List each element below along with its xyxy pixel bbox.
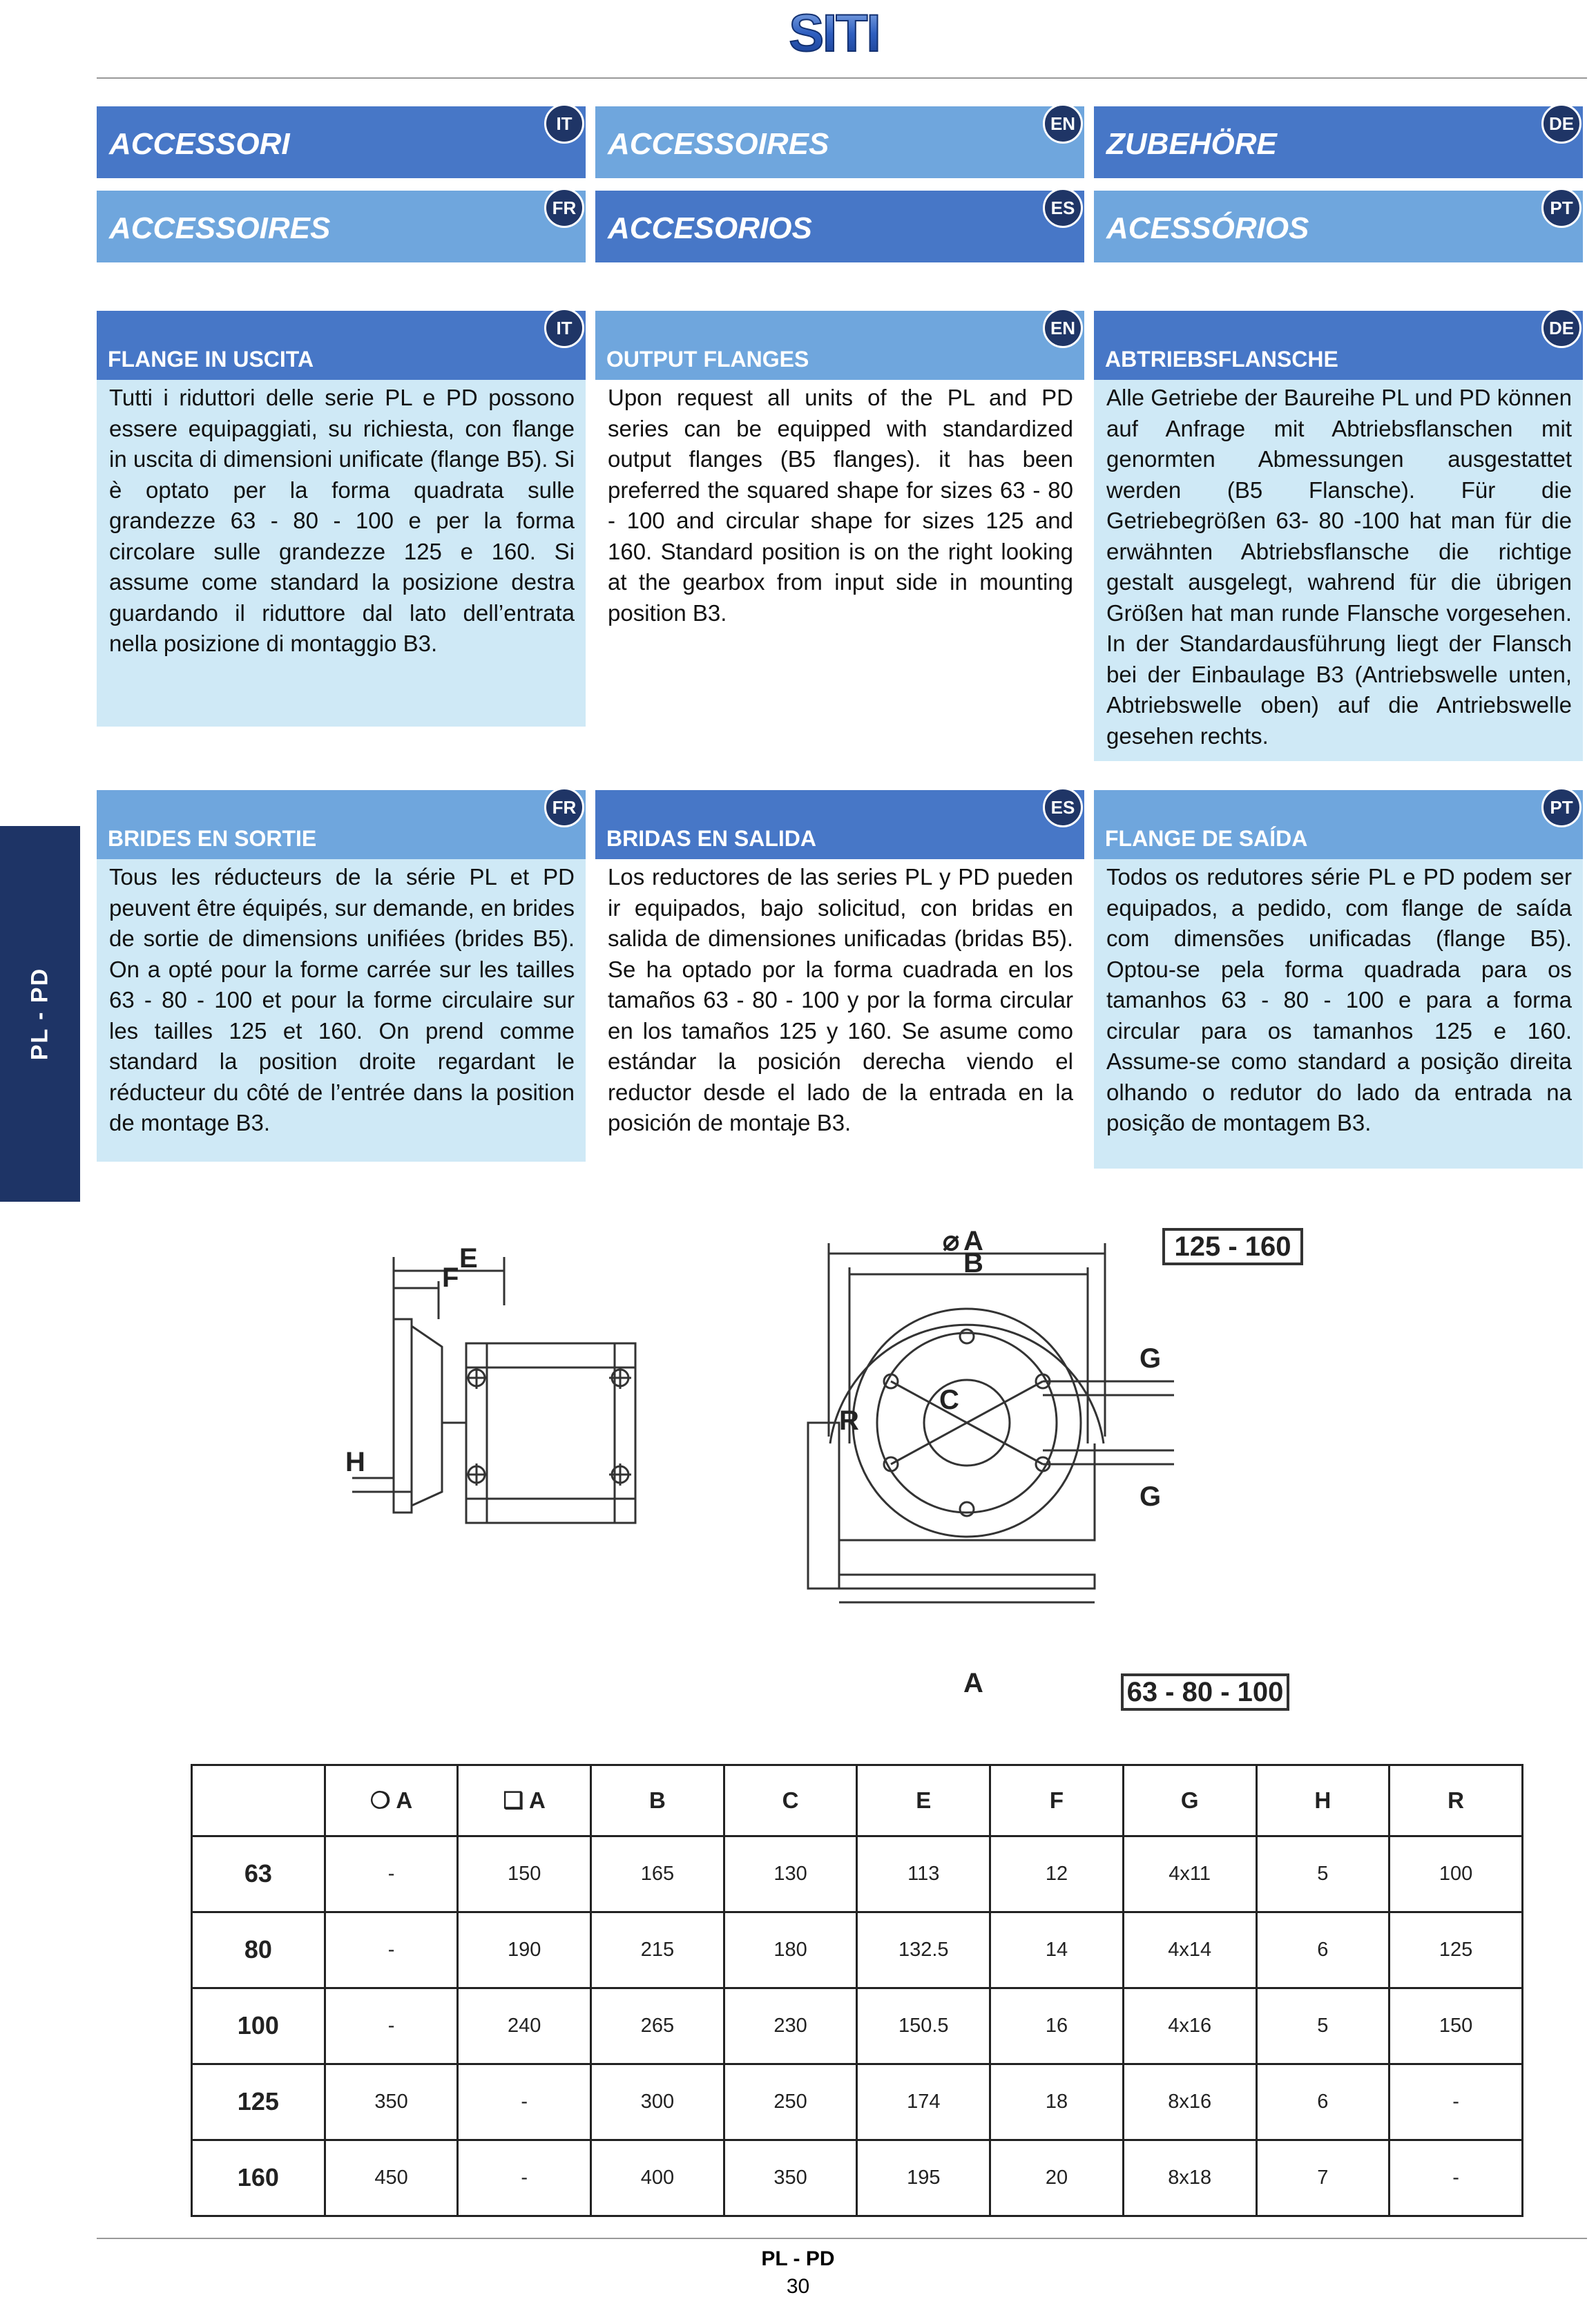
- section-heading: [595, 311, 1084, 380]
- table-cell: 174: [857, 2064, 990, 2140]
- siti-logo: [772, 6, 896, 61]
- lang-badge-en: EN: [1043, 308, 1083, 348]
- section-en: [595, 311, 1084, 727]
- side-view: [352, 1257, 635, 1523]
- table-cell: 7: [1256, 2140, 1390, 2216]
- section-heading-text: ABTRIEBSFLANSCHE: [1105, 347, 1338, 372]
- table-cell: -: [325, 1988, 458, 2064]
- label-h: H: [345, 1447, 365, 1477]
- label-diam: ⌀: [943, 1226, 960, 1256]
- lang-badge-de: DE: [1541, 308, 1581, 348]
- header-cell: R: [1390, 1765, 1523, 1836]
- label-a-bottom: A: [963, 1668, 983, 1698]
- section-heading-text: BRIDAS EN SALIDA: [606, 826, 817, 851]
- table-cell: 230: [724, 1988, 857, 2064]
- table-cell: 450: [325, 2140, 458, 2216]
- title-text: ACCESSORI: [109, 127, 290, 161]
- table-cell: 12: [990, 1836, 1124, 1912]
- section-body: Tutti i riduttori delle serie PL e PD possono essere equipaggiati, su richiesta, con flange in uscita di dimensioni unificate (flange B5). Si è optato per la forma quadrata sulle grandezze 63 - 80 - 100 e per la forma circolare sulle grandezze 125 e 160. Si assume come standard la posizione destra guardando il riduttore dal lato dell’entrata nella posizione di montaggio B3.: [97, 380, 586, 727]
- table-cell: 180: [724, 1912, 857, 1988]
- row-size: 100: [192, 1988, 325, 2064]
- section-it: [97, 311, 586, 727]
- dimension-table: [191, 1764, 1523, 2217]
- table-cell: 190: [458, 1912, 591, 1988]
- table-cell: 14: [990, 1912, 1124, 1988]
- table-cell: 6: [1256, 1912, 1390, 1988]
- table-row: [192, 2064, 1523, 2140]
- row-size: 63: [192, 1836, 325, 1912]
- title-box-de: [1094, 106, 1583, 178]
- table-row: [192, 1836, 1523, 1912]
- table-cell: 4x11: [1123, 1836, 1256, 1912]
- table-row: [192, 1912, 1523, 1988]
- title-text: ZUBEHÖRE: [1106, 127, 1277, 161]
- title-box-pt: [1094, 191, 1583, 262]
- label-e: E: [459, 1243, 478, 1274]
- table-cell: 4x14: [1123, 1912, 1256, 1988]
- table-cell: -: [1390, 2140, 1523, 2216]
- table-cell: 300: [591, 2064, 724, 2140]
- table-cell: 20: [990, 2140, 1124, 2216]
- table-cell: -: [458, 2064, 591, 2140]
- table-cell: 8x16: [1123, 2064, 1256, 2140]
- title-box-it: [97, 106, 586, 178]
- table-cell: 113: [857, 1836, 990, 1912]
- table-cell: 150: [1390, 1988, 1523, 2064]
- flange-drawing: [325, 1216, 1333, 1727]
- header-cell: ❍ A: [325, 1765, 458, 1836]
- header-cell: F: [990, 1765, 1124, 1836]
- table-cell: 215: [591, 1912, 724, 1988]
- lang-badge-it: IT: [544, 104, 584, 144]
- section-heading: [595, 790, 1084, 859]
- table-cell: 265: [591, 1988, 724, 2064]
- title-box-fr: [97, 191, 586, 262]
- section-heading-text: FLANGE IN USCITA: [108, 347, 314, 372]
- row-size: 80: [192, 1912, 325, 1988]
- section-heading-text: BRIDES EN SORTIE: [108, 826, 317, 851]
- table-cell: 150.5: [857, 1988, 990, 2064]
- table-cell: 5: [1256, 1988, 1390, 2064]
- table-cell: 240: [458, 1988, 591, 2064]
- table-cell: 4x16: [1123, 1988, 1256, 2064]
- section-es: [595, 790, 1084, 1240]
- side-tab-label: PL - PD: [26, 967, 53, 1061]
- header-cell: B: [591, 1765, 724, 1836]
- lang-badge-fr: FR: [544, 188, 584, 228]
- section-body: Todos os redutores série PL e PD podem ser equipados, a pedido, com flange de saída com dimensões unificadas (flange B5). Optou-se pela forma quadrada para os tamanhos 63 - 80 - 100 e para a forma circular para os tamanhos 125 e 160. Assume-se como standard a posição direita olhando o redutor do lado da entrada na posição de montagem B3.: [1094, 859, 1583, 1169]
- title-text: ACESSÓRIOS: [1106, 211, 1309, 245]
- table-cell: 350: [724, 2140, 857, 2216]
- section-body: Tous les réducteurs de la série PL et PD peuvent être équipés, sur demande, en brides de sortie de dimensions unifiées (brides B5). On a opté pour la forme carrée sur les tailles 63 - 80 - 100 et pour la forme circulaire sur les tailles 125 et 160. On prend comme standard la position droite regardant le réducteur du côté de l’entrée dans la position de montage B3.: [97, 859, 586, 1162]
- lang-badge-es: ES: [1043, 188, 1083, 228]
- section-heading: [1094, 790, 1583, 859]
- size-label-square: 63 - 80 - 100: [1126, 1677, 1284, 1707]
- lang-badge-pt: PT: [1541, 787, 1581, 827]
- label-a-top: A: [963, 1226, 983, 1256]
- table-cell: -: [458, 2140, 591, 2216]
- section-heading: [1094, 311, 1583, 380]
- header-cell: E: [857, 1765, 990, 1836]
- label-c: C: [939, 1385, 959, 1415]
- table-cell: 100: [1390, 1836, 1523, 1912]
- top-divider: [97, 77, 1587, 79]
- table-cell: -: [325, 1912, 458, 1988]
- title-text: ACCESSOIRES: [608, 127, 829, 161]
- side-tab: [0, 826, 80, 1202]
- label-g-top: G: [1140, 1343, 1162, 1374]
- table-cell: 6: [1256, 2064, 1390, 2140]
- page-number: 30: [786, 2275, 810, 2298]
- title-box-es: [595, 191, 1084, 262]
- table-cell: 18: [990, 2064, 1124, 2140]
- table-cell: 130: [724, 1836, 857, 1912]
- table-row: [192, 1988, 1523, 2064]
- label-f: F: [442, 1263, 459, 1293]
- front-view: [808, 1243, 1174, 1602]
- header-cell: C: [724, 1765, 857, 1836]
- table-cell: 125: [1390, 1912, 1523, 1988]
- table-cell: 16: [990, 1988, 1124, 2064]
- header-cell: H: [1256, 1765, 1390, 1836]
- lang-badge-en: EN: [1043, 104, 1083, 144]
- label-g-bottom: G: [1140, 1481, 1162, 1512]
- label-r: R: [839, 1405, 859, 1436]
- table-header-row: [192, 1765, 1523, 1836]
- table-cell: 5: [1256, 1836, 1390, 1912]
- section-pt: [1094, 790, 1583, 1169]
- section-heading: [97, 790, 586, 859]
- section-body: Upon request all units of the PL and PD series can be equipped with standardized output flanges (B5 flanges). it has been preferred the squared shape for sizes 63 - 80 - 100 and circular shape for sizes 125 and 160. Standard position is on the right looking at the gearbox from input side in mounting position B3.: [595, 380, 1084, 727]
- section-body: Los reductores de las series PL y PD pueden ir equipados, bajo solicitud, con bridas en salida de dimensiones unificadas (bridas B5). Se ha optado por la forma cuadrada en los tamaños 63 - 80 - 100 y por la forma circular en los tamaños 125 y 160. Se asume como estándar la posición derecha viendo el reductor desde el lado de la entrada en la posición de montaje B3.: [595, 859, 1084, 1240]
- table-cell: -: [1390, 2064, 1523, 2140]
- table-cell: 400: [591, 2140, 724, 2216]
- section-heading-text: FLANGE DE SAÍDA: [1105, 826, 1308, 851]
- table-cell: 350: [325, 2064, 458, 2140]
- row-size: 125: [192, 2064, 325, 2140]
- title-text: ACCESSOIRES: [109, 211, 331, 245]
- section-fr: [97, 790, 586, 1162]
- table-cell: 165: [591, 1836, 724, 1912]
- table-cell: 8x18: [1123, 2140, 1256, 2216]
- table-cell: 132.5: [857, 1912, 990, 1988]
- table-cell: 150: [458, 1836, 591, 1912]
- lang-badge-pt: PT: [1541, 188, 1581, 228]
- bottom-divider: [97, 2238, 1587, 2239]
- section-body: Alle Getriebe der Baureihe PL und PD können auf Anfrage mit Abtriebsflanschen mit genormten Abmessungen ausgestattet werden (B5 Flansche). Für die Getriebegrößen 63- 80 -100 hat man für die erwähnten Abtriebsflansche die richtige gestalt ausgelegt, wahrend für die übrigen Größen hat man runde Flansche vorgesehen. In der Standardausführung liegt der Flansch bei der Einbaulage B3 (Antriebswelle unten, Abtriebswelle oben) auf die Antriebswelle gesehen rechts.: [1094, 380, 1583, 761]
- label-b: B: [963, 1248, 983, 1278]
- footer-series: PL - PD: [761, 2247, 835, 2270]
- title-box-en: [595, 106, 1084, 178]
- header-cell: ❑ A: [458, 1765, 591, 1836]
- table-row: [192, 2140, 1523, 2216]
- section-de: [1094, 311, 1583, 761]
- title-text: ACCESORIOS: [608, 211, 812, 245]
- row-size: 160: [192, 2140, 325, 2216]
- lang-badge-fr: FR: [544, 787, 584, 827]
- lang-badge-it: IT: [544, 308, 584, 348]
- size-label-round: 125 - 160: [1174, 1231, 1291, 1262]
- table-cell: -: [325, 1836, 458, 1912]
- header-cell: G: [1123, 1765, 1256, 1836]
- lang-badge-es: ES: [1043, 787, 1083, 827]
- section-heading-text: OUTPUT FLANGES: [606, 347, 809, 372]
- svg-text:SITI: SITI: [789, 6, 880, 61]
- table-cell: 195: [857, 2140, 990, 2216]
- table-cell: 250: [724, 2064, 857, 2140]
- lang-badge-de: DE: [1541, 104, 1581, 144]
- header-cell: [192, 1765, 325, 1836]
- section-heading: [97, 311, 586, 380]
